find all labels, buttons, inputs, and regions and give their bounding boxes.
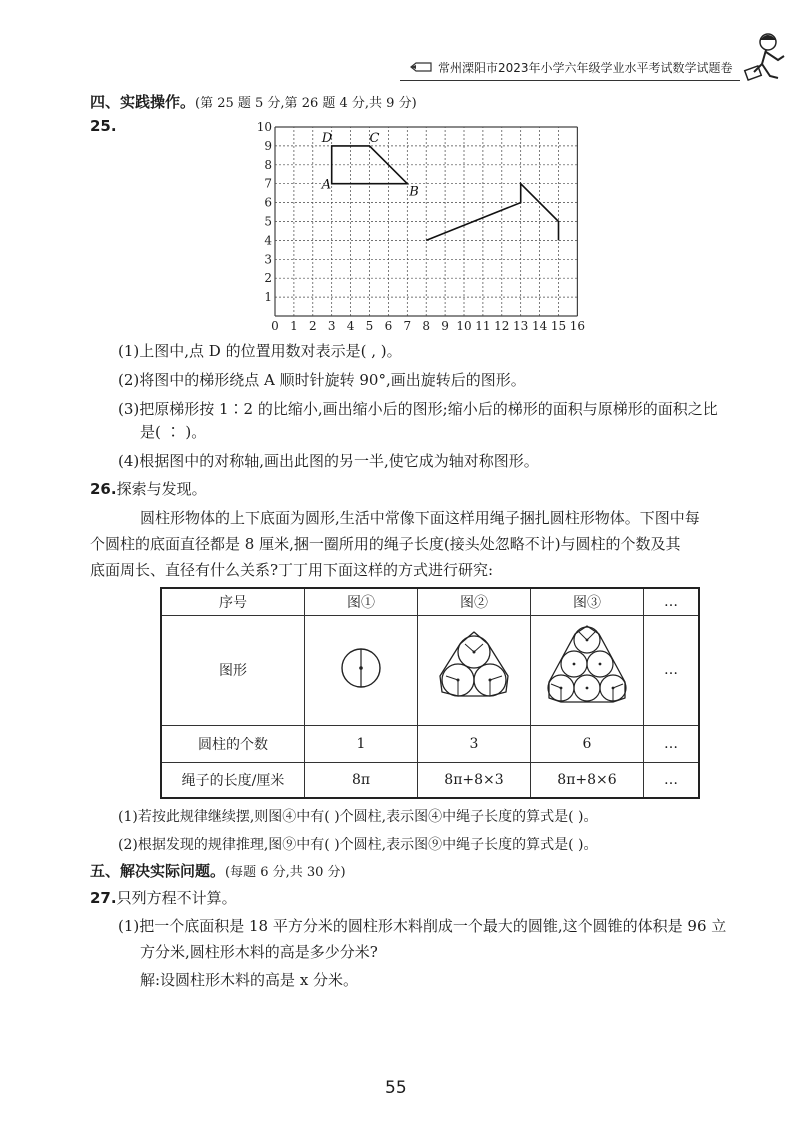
table-row-length [161, 762, 699, 798]
q26-paragraph-1: 圆柱形物体的上下底面为圆形,生活中常像下面这样用绳子捆扎圆柱形物体。下图中每 [140, 509, 700, 527]
table-row-count [161, 725, 699, 762]
table-row-header [161, 588, 699, 616]
q26-item-1: (1)若按此规律继续摆,则图④中有( )个圆柱,表示图④中绳子长度的算式是( )。 [118, 809, 598, 825]
y-tick-label: 2 [264, 271, 272, 286]
q25-item-1: (1)上图中,点 D 的位置用数对表示是( , )。 [118, 342, 402, 360]
q25-item-2: (2)将图中的梯形绕点 A 顺时针旋转 90°,画出旋转后的图形。 [118, 371, 526, 389]
x-tick-label: 10 [456, 319, 472, 333]
table-cell: … [644, 616, 700, 726]
section5-heading-line [90, 860, 346, 884]
table-cell: 8π+8×3 [418, 762, 531, 798]
point-label-A: A [321, 177, 332, 193]
q27-sub1-line2: 方分米,圆柱形木料的高是多少分米? [140, 943, 378, 961]
figure-1-cell [305, 616, 418, 726]
y-tick-label: 10 [256, 120, 272, 134]
grid-labels [257, 120, 585, 333]
y-tick-label: 3 [264, 252, 272, 267]
x-tick-label: 11 [475, 319, 491, 333]
header-bar [300, 59, 740, 79]
figure-3-six-cylinders [533, 616, 641, 720]
q27-title: 只列方程不计算。 [116, 889, 237, 907]
table-row-figures [161, 616, 699, 726]
table-cell: 1 [305, 725, 418, 762]
header-rule [400, 80, 740, 81]
q26-number: 26. [90, 480, 117, 498]
figure-3-cell [531, 616, 644, 726]
section4-note: (第 25 题 5 分,第 26 题 4 分,共 9 分) [195, 96, 417, 111]
section5-heading: 五、解决实际问题。 [90, 862, 226, 880]
section5-note: (每题 6 分,共 30 分) [225, 865, 346, 880]
y-tick-label: 5 [264, 214, 272, 229]
x-tick-label: 7 [403, 319, 412, 333]
pencil-icon [410, 61, 432, 73]
x-tick-label: 1 [290, 319, 298, 333]
q26-table [160, 587, 700, 799]
point-label-B: B [409, 184, 419, 200]
q26-title-line [90, 478, 207, 500]
x-tick-label: 4 [346, 319, 355, 333]
header-title: 常州溧阳市2023年小学六年级学业水平考试数学试题卷 [438, 61, 733, 75]
table-cell: 圆柱的个数 [161, 725, 305, 762]
q25-item-3: (3)把原梯形按 1∶2 的比缩小,画出缩小后的图形;缩小后的梯形的面积与原梯形的面积之比 [118, 400, 718, 418]
mascot-illustration [740, 28, 790, 84]
table-cell: 3 [418, 725, 531, 762]
table-cell: 绳子的长度/厘米 [161, 762, 305, 798]
y-tick-label: 7 [264, 176, 272, 191]
x-tick-label: 12 [494, 319, 510, 333]
y-tick-label: 4 [264, 233, 272, 248]
q25-grid [255, 118, 585, 333]
page-number: 55 [385, 1078, 407, 1098]
q27-title-line [90, 887, 237, 909]
x-tick-label: 6 [384, 319, 393, 333]
table-cell: 8π+8×6 [531, 762, 644, 798]
table-cell: … [644, 725, 700, 762]
x-tick-label: 0 [271, 319, 279, 333]
x-tick-label: 5 [365, 319, 374, 333]
q26-paragraph-3: 底面周长、直径有什么关系?丁丁用下面这样的方式进行研究: [90, 561, 494, 579]
table-cell: 6 [531, 725, 644, 762]
q27-solution: 解:设圆柱形木料的高是 x 分米。 [140, 971, 359, 989]
table-cell: … [644, 588, 700, 616]
table-cell: 8π [305, 762, 418, 798]
table-cell: 图形 [161, 616, 305, 726]
section4-heading-line [90, 91, 417, 115]
q27-sub1-line1: (1)把一个底面积是 18 平方分米的圆柱形木料削成一个最大的圆锥,这个圆锥的体积是 96 立 [118, 917, 727, 935]
x-tick-label: 3 [327, 319, 336, 333]
point-label-C: C [369, 130, 380, 146]
x-tick-label: 14 [531, 319, 548, 333]
q27-number: 27. [90, 889, 117, 907]
grid-lines [275, 127, 577, 316]
q26-paragraph-2: 个圆柱的底面直径都是 8 厘米,捆一圈所用的绳子长度(接头处忽略不计)与圆柱的个数及其 [90, 535, 681, 553]
half-figure-shape [426, 184, 558, 241]
q25-item-3b: 是( ∶ )。 [140, 423, 207, 441]
q25-number: 25. [90, 117, 117, 135]
y-tick-label: 9 [264, 138, 272, 153]
q26-item-2: (2)根据发现的规律推理,图⑨中有( )个圆柱,表示图⑨中绳子长度的算式是( )。 [118, 837, 598, 853]
q26-title: 探索与发现。 [116, 480, 207, 498]
table-cell: 图② [418, 588, 531, 616]
x-tick-label: 15 [550, 319, 567, 333]
table-cell: 图③ [531, 588, 644, 616]
x-tick-label: 9 [441, 319, 449, 333]
point-label-D: D [321, 130, 333, 146]
x-tick-label: 16 [569, 319, 585, 333]
figure-1-one-cylinder [331, 638, 391, 698]
table-cell: … [644, 762, 700, 798]
figure-2-cell [418, 616, 531, 726]
x-tick-label: 8 [422, 319, 431, 333]
x-tick-label: 2 [308, 319, 317, 333]
table-cell: 图① [305, 588, 418, 616]
figure-2-three-cylinders [422, 618, 526, 718]
y-tick-label: 8 [264, 157, 272, 172]
q25-item-4: (4)根据图中的对称轴,画出此图的另一半,使它成为轴对称图形。 [118, 452, 539, 470]
x-tick-label: 13 [513, 319, 529, 333]
y-tick-label: 1 [264, 290, 272, 305]
y-tick-label: 6 [264, 195, 272, 210]
table-cell: 序号 [161, 588, 305, 616]
section4-heading: 四、实践操作。 [90, 93, 196, 111]
